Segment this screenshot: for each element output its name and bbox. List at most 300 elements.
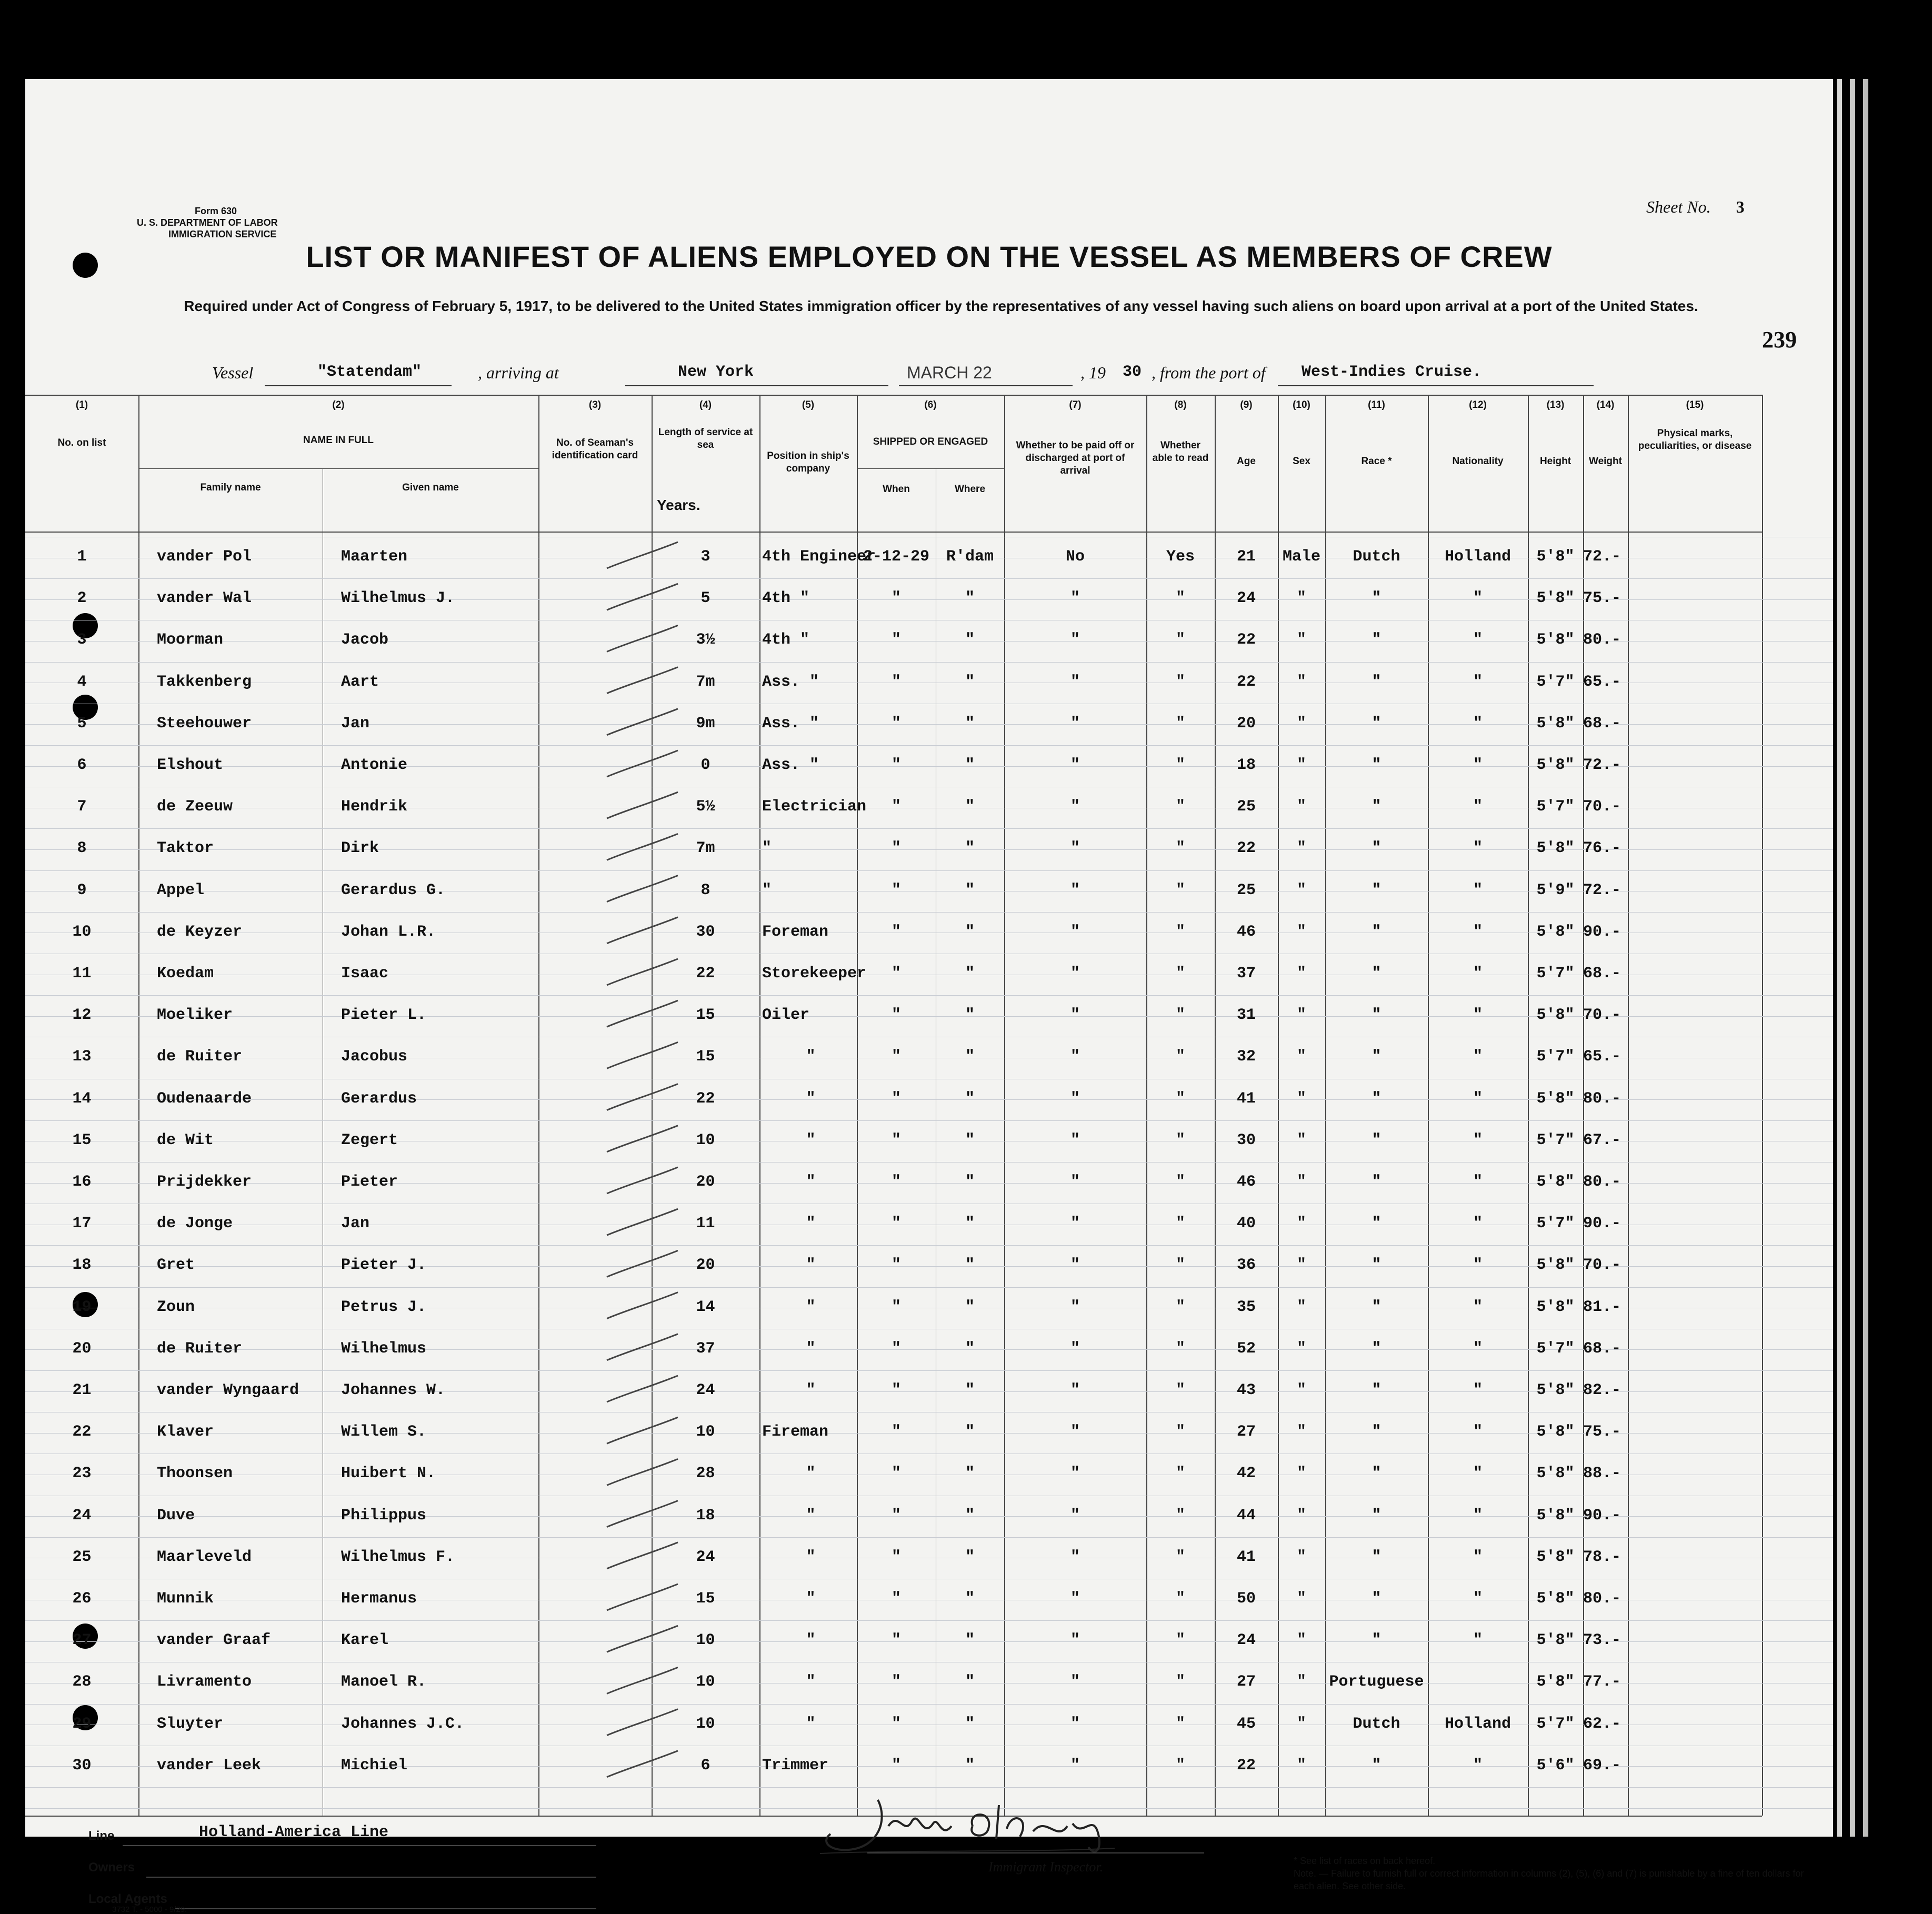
crew-given-cell: Wilhelmus J. — [341, 589, 455, 608]
tick-mark — [607, 1626, 678, 1652]
crew-position-cell: " — [806, 1631, 816, 1650]
crew-no-cell: 23 — [72, 1465, 92, 1483]
col-num-13: (13) — [1546, 399, 1565, 410]
crew-position-cell: 4th Engineer — [762, 548, 876, 566]
form-identifier — [137, 205, 278, 240]
header-paid-off: Whether to be paid off or discharged at port of arrival — [1016, 440, 1135, 476]
crew-sex-cell: " — [1296, 798, 1306, 816]
crew-sex-cell: " — [1296, 1423, 1306, 1441]
sheet-number-label: Sheet No. — [1646, 197, 1711, 216]
ruled-line — [25, 828, 1833, 829]
col-num-11: (11) — [1368, 399, 1385, 410]
crew-height-cell: 5'8" — [1536, 1173, 1575, 1191]
crew-read-cell: " — [1175, 589, 1185, 608]
crew-sex-cell: " — [1296, 1715, 1306, 1733]
crew-nationality-cell: " — [1473, 1215, 1483, 1233]
crew-sex-cell: " — [1296, 965, 1306, 983]
crew-given-cell: Jacobus — [341, 1048, 408, 1066]
crew-family-cell: vander Leek — [157, 1756, 262, 1775]
crew-sex-cell: " — [1296, 1590, 1306, 1608]
tick-mark — [607, 542, 678, 568]
crew-given-cell: Jan — [341, 1215, 370, 1233]
crew-race-cell: " — [1372, 714, 1382, 733]
crew-family-cell: Thoonsen — [157, 1465, 233, 1483]
crew-age-cell: 24 — [1236, 1631, 1256, 1650]
crew-age-cell: 18 — [1236, 756, 1256, 774]
crew-family-cell: Zoun — [157, 1298, 195, 1316]
crew-weight-cell: 72.- — [1583, 756, 1621, 774]
crew-race-cell: " — [1372, 1339, 1382, 1358]
crew-age-cell: 43 — [1236, 1381, 1256, 1399]
crew-family-cell: Steehouwer — [157, 714, 252, 733]
ruled-line — [25, 578, 1833, 579]
crew-when-cell: " — [891, 923, 901, 941]
crew-read-cell: " — [1175, 756, 1185, 774]
crew-sex-cell: " — [1296, 839, 1306, 858]
crew-given-cell: Johan L.R. — [341, 923, 436, 941]
col-num-10: (10) — [1293, 399, 1310, 410]
crew-age-cell: 22 — [1236, 839, 1256, 858]
crew-given-cell: Wilhelmus — [341, 1339, 427, 1358]
crew-where-cell: " — [965, 589, 975, 608]
tick-mark — [607, 625, 678, 652]
crew-read-cell: " — [1175, 798, 1185, 816]
col-num-9: (9) — [1240, 399, 1253, 410]
crew-age-cell: 30 — [1236, 1131, 1256, 1149]
crew-nationality-cell: " — [1473, 1298, 1483, 1316]
crew-age-cell: 46 — [1236, 1173, 1256, 1191]
crew-paid-cell: " — [1070, 1339, 1080, 1358]
crew-read-cell: " — [1175, 1048, 1185, 1066]
year-prefix: , 19 — [1080, 363, 1106, 382]
header-name-in-full: NAME IN FULL — [303, 435, 374, 446]
crew-age-cell: 50 — [1236, 1590, 1256, 1608]
crew-sex-cell: " — [1296, 1548, 1306, 1566]
crew-weight-cell: 65.- — [1583, 673, 1621, 691]
tick-mark — [607, 1709, 678, 1736]
crew-age-cell: 36 — [1236, 1256, 1256, 1275]
crew-read-cell: " — [1175, 1131, 1185, 1149]
ruled-line — [25, 1120, 1833, 1121]
header-no-on-list: No. on list — [57, 437, 106, 448]
crew-no-cell: 12 — [72, 1006, 92, 1025]
crew-family-cell: Moeliker — [157, 1006, 233, 1025]
crew-race-cell: " — [1372, 631, 1382, 649]
document-title: LIST OR MANIFEST OF ALIENS EMPLOYED ON THE VESSEL AS MEMBERS OF CREW — [306, 240, 1553, 273]
crew-race-cell: " — [1372, 1131, 1382, 1149]
crew-paid-cell: " — [1070, 1590, 1080, 1608]
crew-given-cell: Pieter J. — [341, 1256, 427, 1275]
crew-given-cell: Michiel — [341, 1756, 408, 1775]
crew-sex-cell: " — [1296, 1631, 1306, 1650]
crew-family-cell: Gret — [157, 1256, 195, 1275]
tick-mark — [607, 750, 678, 777]
crew-position-cell: " — [806, 1298, 816, 1316]
crew-where-cell: " — [965, 1048, 975, 1066]
crew-position-cell: 4th " — [762, 631, 810, 649]
crew-given-cell: Hendrik — [341, 798, 408, 816]
header-family-name: Family name — [200, 482, 261, 493]
crew-age-cell: 31 — [1236, 1006, 1256, 1025]
crew-read-cell: " — [1175, 923, 1185, 941]
crew-no-cell: 5 — [77, 714, 87, 733]
crew-paid-cell: " — [1070, 1673, 1080, 1691]
crew-sex-cell: " — [1296, 1465, 1306, 1483]
crew-height-cell: 5'7" — [1536, 1048, 1575, 1066]
crew-where-cell: " — [965, 839, 975, 858]
crew-weight-cell: 68.- — [1583, 714, 1621, 733]
crew-given-cell: Antonie — [341, 756, 408, 774]
tick-mark — [607, 709, 678, 735]
crew-age-cell: 20 — [1236, 714, 1256, 733]
crew-sex-cell: " — [1296, 1173, 1306, 1191]
crew-service-cell: 10 — [696, 1423, 715, 1441]
crew-family-cell: Maarleveld — [157, 1548, 252, 1566]
crew-no-cell: 29 — [72, 1715, 92, 1733]
crew-nationality-cell: " — [1473, 714, 1483, 733]
crew-family-cell: Oudenaarde — [157, 1089, 252, 1108]
header-height: Height — [1539, 456, 1571, 467]
crew-paid-cell: " — [1070, 1089, 1080, 1108]
crew-race-cell: " — [1372, 881, 1382, 899]
crew-family-cell: vander Pol — [157, 548, 252, 566]
crew-height-cell: 5'7" — [1536, 1131, 1575, 1149]
crew-age-cell: 46 — [1236, 923, 1256, 941]
crew-height-cell: 5'8" — [1536, 1548, 1575, 1566]
crew-age-cell: 52 — [1236, 1339, 1256, 1358]
crew-weight-cell: 88.- — [1583, 1465, 1621, 1483]
crew-family-cell: vander Graaf — [157, 1631, 271, 1650]
crew-no-cell: 27 — [72, 1631, 92, 1650]
signature-line — [867, 1852, 1204, 1853]
crew-no-cell: 28 — [72, 1673, 92, 1691]
crew-service-cell: 15 — [696, 1048, 715, 1066]
crew-position-cell: " — [806, 1089, 816, 1108]
crew-position-cell: " — [762, 881, 772, 899]
crew-paid-cell: " — [1070, 714, 1080, 733]
ruled-line — [25, 1620, 1833, 1621]
header-nationality: Nationality — [1452, 456, 1504, 467]
crew-where-cell: " — [965, 1756, 975, 1775]
crew-service-cell: 37 — [696, 1339, 715, 1358]
crew-service-cell: 22 — [696, 1089, 715, 1108]
crew-given-cell: Jacob — [341, 631, 389, 649]
footnote-races: * See list of races on back hereof. — [1294, 1856, 1436, 1866]
crew-service-cell: 11 — [696, 1215, 715, 1233]
crew-sex-cell: " — [1296, 1048, 1306, 1066]
crew-race-cell: " — [1372, 1298, 1382, 1316]
crew-age-cell: 24 — [1236, 589, 1256, 608]
crew-when-cell: " — [891, 1215, 901, 1233]
crew-family-cell: vander Wal — [157, 589, 252, 608]
crew-nationality-cell: " — [1473, 881, 1483, 899]
crew-weight-cell: 80.- — [1583, 1173, 1621, 1191]
tick-mark — [607, 1417, 678, 1444]
crew-sex-cell: " — [1296, 1006, 1306, 1025]
crew-age-cell: 41 — [1236, 1548, 1256, 1566]
ruled-line — [25, 1704, 1833, 1705]
crew-age-cell: 42 — [1236, 1465, 1256, 1483]
header-given-name: Given name — [402, 482, 459, 493]
crew-where-cell: " — [965, 1715, 975, 1733]
crew-age-cell: 35 — [1236, 1298, 1256, 1316]
crew-race-cell: " — [1372, 1465, 1382, 1483]
crew-when-cell: " — [891, 1339, 901, 1358]
crew-position-cell: " — [806, 1215, 816, 1233]
crew-nationality-cell: " — [1473, 756, 1483, 774]
crew-where-cell: " — [965, 1006, 975, 1025]
col-num-15: (15) — [1686, 399, 1704, 410]
crew-position-cell: Ass. " — [762, 673, 819, 691]
crew-nationality-cell: Holland — [1444, 1715, 1511, 1733]
crew-where-cell: " — [965, 1131, 975, 1149]
crew-read-cell: " — [1175, 1506, 1185, 1525]
crew-service-cell: 5½ — [696, 798, 715, 816]
header-bottom-border — [25, 532, 1762, 533]
requirement-statement: Required under Act of Congress of February 5, 1917, to be delivered to the United States immigration officer by the representatives of any vessel having such aliens on board upon arrival at a port of the United States. — [184, 298, 1698, 314]
crew-read-cell: " — [1175, 839, 1185, 858]
crew-family-cell: Klaver — [157, 1423, 214, 1441]
crew-when-cell: " — [891, 881, 901, 899]
crew-family-cell: de Ruiter — [157, 1339, 243, 1358]
crew-age-cell: 44 — [1236, 1506, 1256, 1525]
crew-weight-cell: 67.- — [1583, 1131, 1621, 1149]
crew-given-cell: Willem S. — [341, 1423, 427, 1441]
crew-where-cell: " — [965, 1465, 975, 1483]
crew-when-cell: " — [891, 1756, 901, 1775]
ruled-line — [25, 1287, 1833, 1288]
crew-family-cell: Munnik — [157, 1590, 214, 1608]
tick-mark — [607, 959, 678, 985]
vessel-label: Vessel — [212, 363, 254, 382]
crew-read-cell: " — [1175, 673, 1185, 691]
crew-where-cell: " — [965, 1089, 975, 1108]
crew-position-cell: Foreman — [762, 923, 829, 941]
ruled-line — [25, 995, 1833, 996]
crew-no-cell: 21 — [72, 1381, 92, 1399]
crew-race-cell: " — [1372, 798, 1382, 816]
crew-weight-cell: 90.- — [1583, 1215, 1621, 1233]
crew-family-cell: Moorman — [157, 631, 224, 649]
crew-sex-cell: " — [1296, 1089, 1306, 1108]
crew-age-cell: 45 — [1236, 1715, 1256, 1733]
crew-height-cell: 5'8" — [1536, 714, 1575, 733]
crew-paid-cell: " — [1070, 1173, 1080, 1191]
header-position: Position in ship's company — [767, 450, 849, 474]
tick-mark — [607, 1209, 678, 1235]
crew-age-cell: 37 — [1236, 965, 1256, 983]
arrival-year: 30 — [1123, 363, 1142, 381]
crew-read-cell: " — [1175, 714, 1185, 733]
column-divider — [138, 395, 139, 1816]
crew-race-cell: " — [1372, 1548, 1382, 1566]
crew-position-cell: Storekeeper — [762, 965, 867, 983]
crew-when-cell: " — [891, 1089, 901, 1108]
crew-read-cell: " — [1175, 1215, 1185, 1233]
crew-age-cell: 22 — [1236, 631, 1256, 649]
crew-race-cell: " — [1372, 673, 1382, 691]
crew-position-cell: Ass. " — [762, 756, 819, 774]
crew-position-cell: Electrician — [762, 798, 867, 816]
crew-service-cell: 22 — [696, 965, 715, 983]
crew-age-cell: 41 — [1236, 1089, 1256, 1108]
crew-height-cell: 5'7" — [1536, 1339, 1575, 1358]
crew-paid-cell: " — [1070, 1256, 1080, 1275]
crew-service-cell: 6 — [700, 1756, 710, 1775]
crew-read-cell: " — [1175, 1089, 1185, 1108]
crew-weight-cell: 70.- — [1583, 1006, 1621, 1025]
crew-height-cell: 5'8" — [1536, 1256, 1575, 1275]
crew-race-cell: " — [1372, 839, 1382, 858]
crew-paid-cell: " — [1070, 1548, 1080, 1566]
ruled-line — [25, 745, 1833, 746]
crew-nationality-cell: " — [1473, 1339, 1483, 1358]
crew-age-cell: 27 — [1236, 1423, 1256, 1441]
crew-sex-cell: " — [1296, 673, 1306, 691]
print-code: 3732 T. - 5000 - 9/29. — [112, 1905, 187, 1914]
crew-no-cell: 30 — [72, 1756, 92, 1775]
crew-sex-cell: " — [1296, 714, 1306, 733]
crew-no-cell: 1 — [77, 548, 87, 566]
crew-where-cell: R'dam — [946, 548, 994, 566]
crew-weight-cell: 72.- — [1583, 548, 1621, 566]
footnote — [1294, 1855, 1820, 1892]
crew-sex-cell: " — [1296, 756, 1306, 774]
crew-position-cell: Fireman — [762, 1423, 829, 1441]
crew-race-cell: " — [1372, 923, 1382, 941]
crew-family-cell: Appel — [157, 881, 205, 899]
sheet-content — [25, 79, 1833, 1914]
crew-paid-cell: " — [1070, 1048, 1080, 1066]
form-number: Form 630 — [195, 206, 237, 216]
crew-race-cell: " — [1372, 1506, 1382, 1525]
crew-when-cell: " — [891, 1673, 901, 1691]
crew-where-cell: " — [965, 1215, 975, 1233]
crew-when-cell: " — [891, 839, 901, 858]
tick-mark — [607, 1292, 678, 1319]
page-edge — [1850, 79, 1855, 1837]
crew-paid-cell: " — [1070, 965, 1080, 983]
crew-nationality-cell: " — [1473, 1423, 1483, 1441]
tick-mark — [607, 1167, 678, 1194]
sheet-number-value: 3 — [1736, 197, 1745, 216]
crew-age-cell: 21 — [1236, 548, 1256, 566]
crew-sex-cell: " — [1296, 631, 1306, 649]
crew-service-cell: 9m — [696, 714, 715, 733]
crew-height-cell: 5'8" — [1536, 1006, 1575, 1025]
crew-where-cell: " — [965, 1673, 975, 1691]
crew-service-cell: 30 — [696, 923, 715, 941]
crew-race-cell: " — [1372, 1631, 1382, 1650]
crew-read-cell: " — [1175, 1006, 1185, 1025]
crew-no-cell: 24 — [72, 1506, 92, 1525]
crew-race-cell: Dutch — [1353, 1715, 1400, 1733]
crew-weight-cell: 65.- — [1583, 1048, 1621, 1066]
line-value: Holland-America Line — [199, 1823, 389, 1841]
crew-family-cell: Koedam — [157, 965, 214, 983]
crew-when-cell: " — [891, 1173, 901, 1191]
crew-weight-cell: 73.- — [1583, 1631, 1621, 1650]
line-label: Line — [88, 1829, 115, 1843]
ruled-line — [25, 1787, 1833, 1788]
crew-read-cell: " — [1175, 881, 1185, 899]
crew-service-cell: 10 — [696, 1715, 715, 1733]
crew-paid-cell: No — [1065, 548, 1085, 566]
crew-when-cell: " — [891, 1465, 901, 1483]
crew-given-cell: Isaac — [341, 965, 389, 983]
crew-service-cell: 3 — [700, 548, 710, 566]
crew-where-cell: " — [965, 1631, 975, 1650]
crew-family-cell: de Wit — [157, 1131, 214, 1149]
crew-given-cell: Wilhelmus F. — [341, 1548, 455, 1566]
crew-read-cell: " — [1175, 1423, 1185, 1441]
crew-weight-cell: 68.- — [1583, 965, 1621, 983]
crew-service-cell: 14 — [696, 1298, 715, 1316]
crew-paid-cell: " — [1070, 1298, 1080, 1316]
crew-height-cell: 5'7" — [1536, 1715, 1575, 1733]
crew-given-cell: Gerardus G. — [341, 881, 446, 899]
crew-weight-cell: 69.- — [1583, 1756, 1621, 1775]
crew-nationality-cell: " — [1473, 1131, 1483, 1149]
arriving-label: , arriving at — [478, 363, 559, 382]
crew-sex-cell: " — [1296, 1215, 1306, 1233]
sheet-number — [1646, 197, 1745, 217]
header-sex: Sex — [1293, 456, 1310, 467]
crew-where-cell: " — [965, 1173, 975, 1191]
crew-nationality-cell: " — [1473, 631, 1483, 649]
crew-when-cell: " — [891, 631, 901, 649]
crew-when-cell: " — [891, 1590, 901, 1608]
crew-family-cell: de Zeeuw — [157, 798, 233, 816]
crew-read-cell: " — [1175, 1256, 1185, 1275]
crew-height-cell: 5'8" — [1536, 1506, 1575, 1525]
crew-nationality-cell: " — [1473, 1173, 1483, 1191]
crew-no-cell: 7 — [77, 798, 87, 816]
crew-weight-cell: 81.- — [1583, 1298, 1621, 1316]
crew-position-cell: Ass. " — [762, 714, 819, 733]
crew-weight-cell: 76.- — [1583, 839, 1621, 858]
crew-weight-cell: 82.- — [1583, 1381, 1621, 1399]
crew-height-cell: 5'7" — [1536, 1215, 1575, 1233]
crew-height-cell: 5'8" — [1536, 1673, 1575, 1691]
crew-service-cell: 7m — [696, 673, 715, 691]
crew-where-cell: " — [965, 1548, 975, 1566]
crew-weight-cell: 90.- — [1583, 923, 1621, 941]
crew-service-cell: 8 — [700, 881, 710, 899]
crew-family-cell: Livramento — [157, 1673, 252, 1691]
crew-where-cell: " — [965, 673, 975, 691]
crew-read-cell: " — [1175, 1590, 1185, 1608]
crew-paid-cell: " — [1070, 1756, 1080, 1775]
crew-when-cell: " — [891, 673, 901, 691]
crew-sex-cell: " — [1296, 923, 1306, 941]
crew-nationality-cell: " — [1473, 589, 1483, 608]
crew-paid-cell: " — [1070, 1506, 1080, 1525]
tick-mark — [607, 1000, 678, 1027]
crew-age-cell: 32 — [1236, 1048, 1256, 1066]
crew-position-cell: " — [806, 1256, 816, 1275]
crew-height-cell: 5'8" — [1536, 1631, 1575, 1650]
crew-height-cell: 5'8" — [1536, 756, 1575, 774]
tick-mark — [607, 792, 678, 818]
tick-mark — [607, 584, 678, 610]
crew-when-cell: " — [891, 714, 901, 733]
crew-given-cell: Johannes W. — [341, 1381, 446, 1399]
crew-when-cell: " — [891, 1381, 901, 1399]
col-num-7: (7) — [1069, 399, 1082, 410]
crew-paid-cell: " — [1070, 839, 1080, 858]
col-num-2: (2) — [332, 399, 345, 410]
